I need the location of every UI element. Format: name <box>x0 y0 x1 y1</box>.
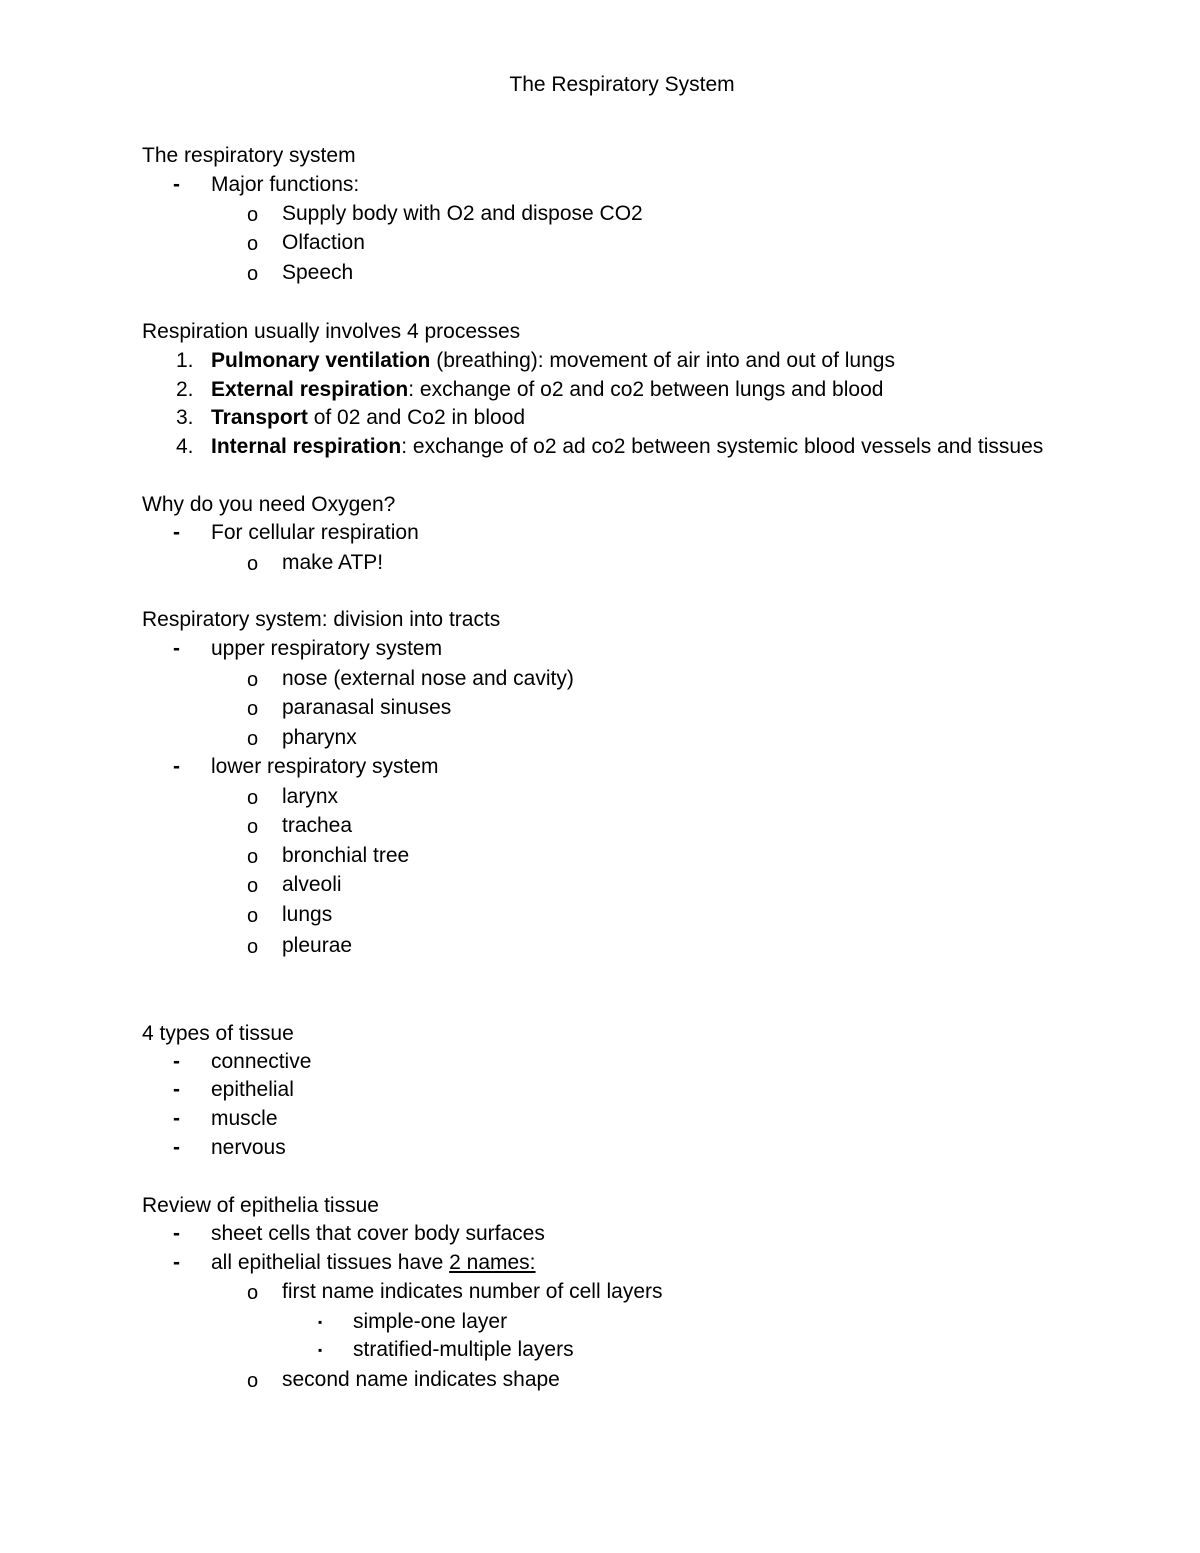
list-item: trachea <box>282 814 353 837</box>
circle-bullet: o <box>247 698 259 720</box>
circle-bullet: o <box>247 263 259 285</box>
list-item-upper-tract: upper respiratory system <box>211 637 443 660</box>
list-item: nervous <box>211 1136 286 1159</box>
circle-bullet: o <box>247 787 259 809</box>
circle-bullet: o <box>247 204 259 226</box>
numbered-list-item <box>211 405 525 431</box>
list-item: alveoli <box>282 873 342 896</box>
list-item-function: Speech <box>282 261 354 284</box>
list-item: second name indicates shape <box>282 1368 560 1391</box>
dash-bullet: - <box>173 173 180 196</box>
bold-term: External respiration <box>211 378 409 401</box>
underlined-text: 2 names: <box>449 1251 536 1274</box>
bold-term: Internal respiration <box>211 435 402 458</box>
item-description: of 02 and Co2 in blood <box>307 406 526 429</box>
dash-bullet: - <box>173 1136 180 1159</box>
section-heading-oxygen: Why do you need Oxygen? <box>142 493 396 516</box>
numbered-list-item <box>211 377 883 403</box>
circle-bullet: o <box>247 233 259 255</box>
circle-bullet: o <box>247 936 259 958</box>
circle-bullet: o <box>247 1370 259 1392</box>
dash-bullet: - <box>173 1222 180 1245</box>
list-item: larynx <box>282 785 339 808</box>
circle-bullet: o <box>247 905 259 927</box>
list-item: first name indicates number of cell layers <box>282 1280 663 1303</box>
dash-bullet: - <box>173 1050 180 1073</box>
dash-bullet: - <box>173 1078 180 1101</box>
list-item: make ATP! <box>282 551 384 574</box>
dash-bullet: - <box>173 521 180 544</box>
document-title: The Respiratory System <box>509 73 735 96</box>
circle-bullet: o <box>247 1282 259 1304</box>
dash-bullet: - <box>173 755 180 778</box>
list-item: bronchial tree <box>282 844 410 867</box>
list-item: lungs <box>282 903 333 926</box>
list-number: 2. <box>176 378 194 401</box>
section-heading-tissue-types: 4 types of tissue <box>142 1022 294 1045</box>
dash-bullet: - <box>173 1251 180 1274</box>
section-heading-epithelia: Review of epithelia tissue <box>142 1194 379 1217</box>
numbered-list-item <box>211 348 895 374</box>
item-description: (breathing): movement of air into and out of lungs <box>430 349 895 372</box>
list-item: sheet cells that cover body surfaces <box>211 1222 545 1245</box>
circle-bullet: o <box>247 728 259 750</box>
list-item-major-functions: Major functions: <box>211 173 360 196</box>
section-heading-respiratory-system: The respiratory system <box>142 144 356 167</box>
dash-bullet: - <box>173 1107 180 1130</box>
square-bullet: ▪ <box>318 1343 323 1357</box>
circle-bullet: o <box>247 816 259 838</box>
list-item-lower-tract: lower respiratory system <box>211 755 439 778</box>
list-item <box>211 1250 536 1276</box>
list-item: stratified-multiple layers <box>353 1338 574 1361</box>
circle-bullet: o <box>247 846 259 868</box>
list-item: paranasal sinuses <box>282 696 452 719</box>
list-number: 4. <box>176 435 194 458</box>
dash-bullet: - <box>173 637 180 660</box>
list-item: muscle <box>211 1107 278 1130</box>
section-heading-tracts: Respiratory system: division into tracts <box>142 608 501 631</box>
circle-bullet: o <box>247 669 259 691</box>
list-item: nose (external nose and cavity) <box>282 667 574 690</box>
bold-term: Pulmonary ventilation <box>211 349 431 372</box>
list-number: 3. <box>176 406 194 429</box>
item-text: all epithelial tissues have <box>211 1251 450 1274</box>
circle-bullet: o <box>247 875 259 897</box>
list-item: For cellular respiration <box>211 521 419 544</box>
list-item: simple-one layer <box>353 1310 508 1333</box>
circle-bullet: o <box>247 553 259 575</box>
bold-term: Transport <box>211 406 308 429</box>
section-heading-respiration-processes: Respiration usually involves 4 processes <box>142 320 521 343</box>
list-item: connective <box>211 1050 312 1073</box>
numbered-list-item <box>211 434 1043 460</box>
list-item: pharynx <box>282 726 357 749</box>
item-description: : exchange of o2 and co2 between lungs and blood <box>408 378 884 401</box>
list-item: pleurae <box>282 934 353 957</box>
square-bullet: ▪ <box>318 1315 323 1329</box>
item-description: : exchange of o2 ad co2 between systemic blood vessels and tissues <box>401 435 1044 458</box>
list-item-function: Supply body with O2 and dispose CO2 <box>282 202 643 225</box>
list-item-function: Olfaction <box>282 231 365 254</box>
list-item: epithelial <box>211 1078 294 1101</box>
list-number: 1. <box>176 349 194 372</box>
